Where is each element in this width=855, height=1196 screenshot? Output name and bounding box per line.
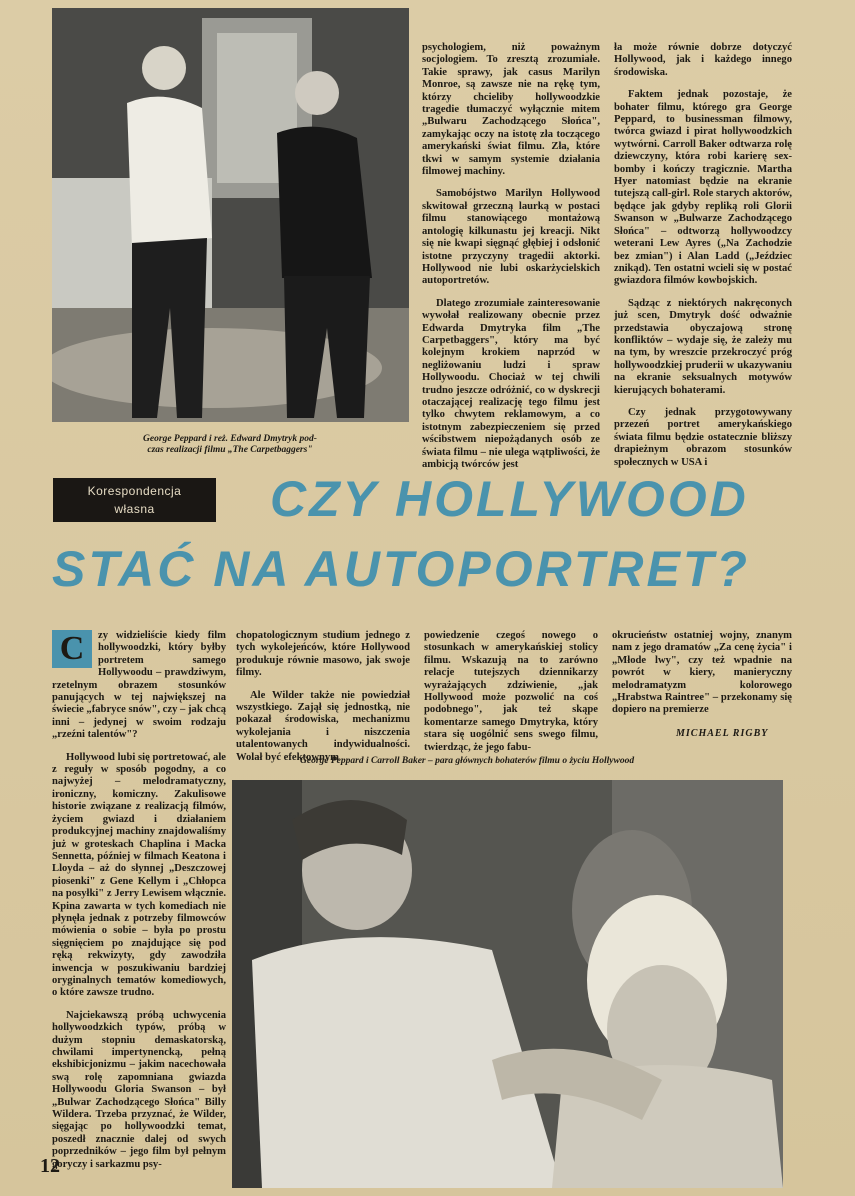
- photo2-caption: George Peppard i Carroll Baker – para głównych bohaterów filmu o życiu Hollywood: [300, 756, 635, 766]
- top-col2-para-4: Czy jednak przygotowywany przezeń portret amerykańskiego świata filmu będzie ostatecznie bliższy drapieżnym obrazom stosunków społecznych w USA i: [614, 406, 792, 468]
- body-col4-para-1: okrucieństw ostatniej wojny, znanym nam z jego dramatów „Za cenę życia" i „Młode lwy", czy też wpadnie na powrót w kiery, manieryczny melodramatyzm kolorowego „Hrabstwa Raintree" – przekonamy się dopiero na premierze: [612, 630, 792, 716]
- section-label-line2: własna: [114, 502, 155, 516]
- top-column-2: [614, 42, 792, 479]
- photo1-caption-line2: czas realizacji filmu „The Carpetbaggers": [147, 445, 313, 455]
- top-col1-para-3: Dlatego zrozumiałe zainteresowanie wywołał realizowany obecnie przez Edwarda Dmytryka film „The Carpetbaggers", który ma być kolejnym krokiem naprzód w negliżowaniu ludzi i spraw Hollywoodu. Chociaż w tej chwili trudno jeszcze odróżnić, co w dyskrecji otaczającej realizację tego filmu jest tylko chwytem reklamowym, a co istotnym zabezpieczeniem się przed wścibstwem niepożądanych osób ze świata filmu – nie ulega wątpliwości, że ambicją twórców jest: [422, 297, 600, 470]
- body-col1-para-1: [52, 630, 226, 742]
- body-column-1: [52, 630, 226, 1181]
- body-col1-para-1-text: zy widzieliście kiedy film hollywoodzki, który byłby portretem samego Hollywoodu – prawdziwym, rzetelnym obrazem stosunków panujących w tej największej na świecie „fabryce snów", czy – jak chcą inni – jedynej w swoim rodzaju „rzeźni talentów"?: [52, 630, 226, 741]
- top-col1-para-2: Samobójstwo Marilyn Hollywood skwitował grzeczną laurką w postaci filmu stanowiącego montażową antologię kilkunastu jej kreacji. Nikt się nie kwapi sięgnąć głębiej i odsłonić istotne przyczyny tragedii aktorki. Hollywood nie lubi oskarżycielskich autoportretów.: [422, 188, 600, 287]
- photo-peppard-dmytryk: [52, 8, 409, 422]
- body-col2-para-1: chopatologicznym studium jednego z tych wykolejeńców, które Hollywood produkuje równie masowo, jak swoje filmy.: [236, 630, 410, 679]
- top-col2-para-3: Sądząc z niektórych nakręconych już scen, Dmytryk dość odważnie przedstawia obyczajową stronę konfliktów – wydaje się, że zależy mu na tym, by wreszcie przekroczyć próg hollywoodzkiej pruderii w ukazywaniu na ekranie seksualnych motywów kierujących bohaterami.: [614, 297, 792, 396]
- headline-line-1: CZY HOLLYWOOD: [270, 471, 749, 527]
- top-column-1: [422, 42, 600, 481]
- body-column-4: [612, 630, 792, 727]
- byline: MICHAEL RIGBY: [676, 728, 769, 739]
- section-label-line1: Korespondencja: [87, 484, 182, 498]
- body-column-3: [424, 630, 598, 764]
- headline-line-2: STAĆ NA AUTOPORTRET?: [52, 541, 750, 597]
- photo1-caption: [55, 434, 405, 456]
- top-col1-para-1: psychologiem, niż poważnym socjologiem. To zresztą zrozumiałe. Takie sprawy, jak casus Marilyn Monroe, są zawsze nie na rękę tym, którzy chcieliby hollywoodzkie tragedie tłumaczyć wyłącznie mitem „Bulwaru Zachodzącego Słońca", zamykając oczy na istotę zła toczącego amerykański świat filmu. Zła, które tkwi w samym systemie działania filmowej machiny.: [422, 42, 600, 178]
- photo-peppard-baker: [232, 780, 783, 1188]
- body-col3-para-1: powiedzenie czegoś nowego o stosunkach w amerykańskiej stolicy filmu. Wskazują na to zarówno relacje tutejszych dziennikarzy wyrażających zdziwienie, „jak Hollywood może pozwolić na coś podobnego", jak też skąpe komentarze samego Dmytryka, który stara się uogólnić sens swego filmu, twierdząc, że jego fabu-: [424, 630, 598, 753]
- dropcap: C: [52, 630, 92, 668]
- photo1-caption-line1: George Peppard i reż. Edward Dmytryk pod-: [143, 434, 317, 444]
- top-col2-para-1: ła może równie dobrze dotyczyć Hollywood, jak i każdego innego środowiska.: [614, 42, 792, 78]
- body-col2-para-2: Ale Wilder także nie powiedział wszystkiego. Zajął się jednostką, nie pokazał środowiska, mechanizmu wykolejania i niszczenia utalentowanych indywidualności. Wolał być efektownym: [236, 689, 410, 763]
- body-col1-para-3: Najciekawszą próbą uchwycenia hollywoodzkich typów, próbą w dużym stopniu demaskatorską, chwilami impertynencką, pełną ekshibicjonizmu – jakim nacechowała swą rolę zapomniana gwiazda Hollywoodu Gloria Swanson – był „Bulwar Zachodzącego Słońca" Billy Wildera. Trzeba przyznać, że Wilder, sięgając po hollywoodzki temat, poszedł znacznie dalej od swych poprzedników – jego film był pełnym goryczy i sarkazmu psy-: [52, 1009, 226, 1170]
- body-column-2: [236, 630, 410, 774]
- section-label: [53, 478, 216, 522]
- top-col2-para-2: Faktem jednak pozostaje, że bohater filmu, którego gra George Peppard, to businessman filmowy, twórca gwiazd i pirat hollywoodzkich wytwórni. Carroll Baker odtwarza rolę dziewczyny, która robi karierę sex-bomby i kończy tragicznie. Martha Hyer natomiast będzie na ekranie tutejszą call-girl. Role starych aktorów, będące jak gdyby repliką roli Glorii Swanson w „Bulwarze Zachodzącego Słońca" – odtworzą hollywoodzcy weterani Lew Ayres („Na Zachodzie bez zmian") i Alan Ladd („Jeździec znikąd). Ten ostatni wcieli się w postać gwiazdora filmów kowbojskich.: [614, 89, 792, 287]
- body-col1-para-2: Hollywood lubi się portretować, ale z reguły w sposób pogodny, a co najwyżej – melodramatyczny, ironiczny, komiczny. Zakulisowe historie związane z realizacją filmów, życiem gwiazd i działaniem produkcyjnej machiny znajdowaliśmy już w groteskach Chaplina i Macka Sennetta, później w filmach Keatona i Lloyda – aż do słynnej „Deszczowej piosenki" z Gene Kellym i „Chłopca na posyłki" z Jerry Lewisem włącznie. Kpina zawarta w tych komediach nie płynęła jednak z potrzeby filmowców mówienia o sobie – była po prostu sięgnięciem po znajdujące się pod ręką rekwizyty, gdy zawodziła inwencja w poszukiwaniu bardziej oryginalnych tematów komediowych, o które zawsze trudno.: [52, 751, 226, 999]
- page-number: 12: [40, 1155, 60, 1177]
